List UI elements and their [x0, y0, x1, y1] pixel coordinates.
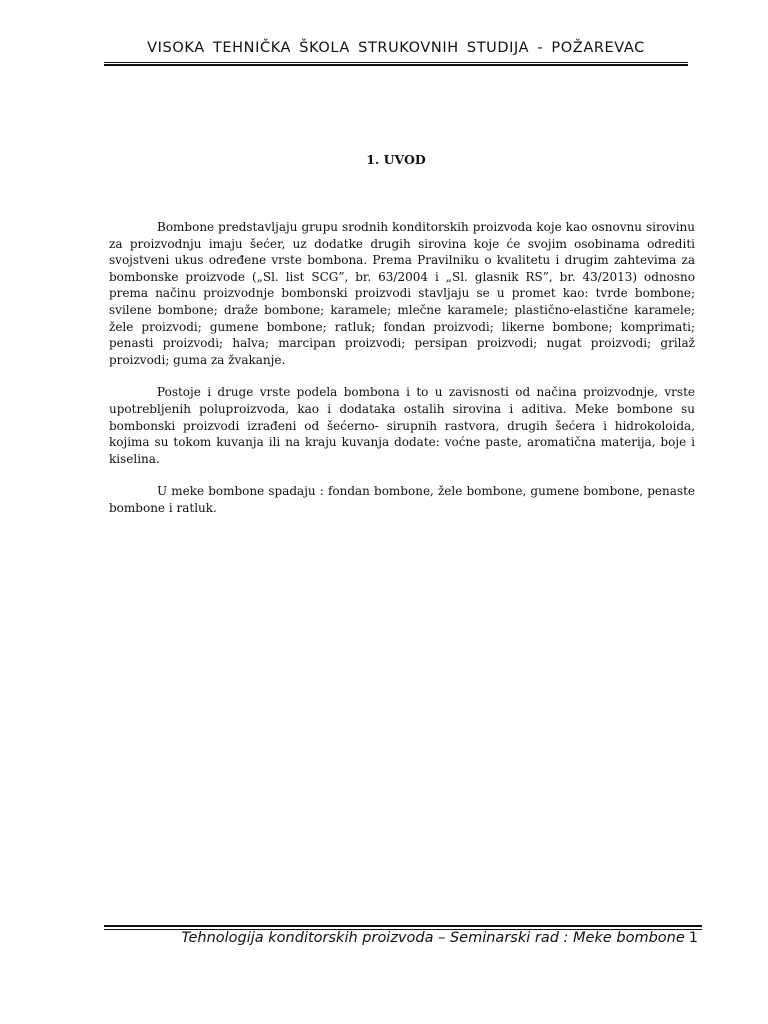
- page-number: 1: [688, 930, 698, 946]
- page-footer: [104, 930, 698, 946]
- footer-rule-thick: [104, 925, 702, 927]
- body-text: [109, 219, 695, 533]
- paragraph-2: Postoje i druge vrste podela bombona i to u zavisnosti od načina proizvodnje, vrste upotrebljenih poluproizvoda, kao i dodataka ostalih sirovina i aditiva. Meke bombone su bombonski proizvodi izrađeni od šećerno- sirupnih rastvora, drugih šećera i hidrokoloida, kojima su tokom kuvanja ili na kraju kuvanja dodate: voćne paste, aromatična materija, boje i kiselina.: [109, 385, 695, 466]
- page-header: VISOKA TEHNIČKA ŠKOLA STRUKOVNIH STUDIJA - POŽAREVAC: [147, 40, 645, 56]
- paragraph-3: U meke bombone spadaju : fondan bombone, žele bombone, gumene bombone, penaste bombone i ratluk.: [109, 484, 695, 515]
- paragraph-1: Bombone predstavljaju grupu srodnih konditorskih proizvoda koje kao osnovnu sirovinu za proizvodnju imaju šećer, uz dodatke drugih sirovina koje će svojim osobinama odrediti svojstveni ukus određene vrste bombona. Prema Pravilniku o kvalitetu i drugim zahtevima za bombonske proizvode („Sl. list SCG”, br. 63/2004 i „Sl. glasnik RS”, br. 43/2013) odnosno prema načinu proizvodnje bombonski proizvodi stavljaju se u promet kao: tvrde bombone; svilene bombone; draže bombone; karamele; mlečne karamele; plastično-elastične karamele; žele proizvodi; gumene bombone; ratluk; fondan proizvodi; likerne bombone; komprimati; penasti proizvodi; halva; marcipan proizvodi; persipan proizvodi; nugat proizvodi; grilaž proizvodi; guma za žvakanje.: [109, 220, 695, 367]
- header-rule-thin: [104, 62, 688, 63]
- section-title: 1. UVOD: [366, 152, 426, 167]
- footer-title: Tehnologija konditorskih proizvoda – Seminarski rad : Meke bombone: [181, 930, 685, 946]
- header-rule-thick: [104, 64, 688, 66]
